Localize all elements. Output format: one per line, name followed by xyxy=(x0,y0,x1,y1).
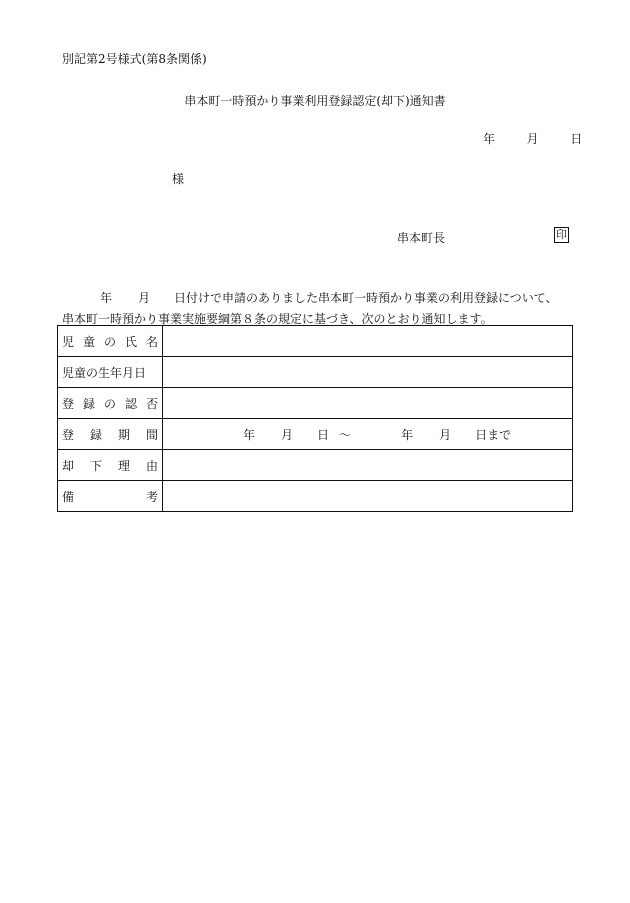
period-month-1: 月 xyxy=(281,427,294,442)
body-line-1-rest: 日付けで申請のありました串本町一時預かり事業の利用登録について、 xyxy=(174,291,558,305)
period-tilde: ～ xyxy=(339,427,352,442)
seal-mark: 印 xyxy=(556,228,567,241)
row-label-child-name: 児 童 の 氏 名 xyxy=(58,326,163,357)
table-row xyxy=(58,326,573,357)
child-name-value xyxy=(163,326,573,357)
row-label-child-birthdate: 児童の生年月日 xyxy=(58,357,163,388)
period-value xyxy=(163,419,573,450)
row-label-approval: 登 録 の 認 否 xyxy=(58,388,163,419)
period-day-1: 日 xyxy=(317,427,330,442)
approval-value xyxy=(163,388,573,419)
period-year-2: 年 xyxy=(401,427,414,442)
form-number-label: 別記第2号様式(第8条関係) xyxy=(62,52,207,66)
date-year: 年 xyxy=(483,132,496,146)
table-row xyxy=(58,481,573,512)
issue-date xyxy=(483,130,582,147)
recipient-suffix: 様 xyxy=(172,172,185,186)
date-month: 月 xyxy=(526,132,539,146)
period-year-1: 年 xyxy=(243,427,256,442)
row-label-rejection-reason: 却 下 理 由 xyxy=(58,450,163,481)
remarks-value xyxy=(163,481,573,512)
child-birthdate-value xyxy=(163,357,573,388)
notice-table xyxy=(57,325,573,512)
body-line-2: 串本町一時預かり事業実施要綱第８条の規定に基づき、次のとおり通知します。 xyxy=(62,312,493,326)
date-day: 日 xyxy=(570,132,583,146)
table-row xyxy=(58,419,573,450)
body-month: 月 xyxy=(138,291,151,305)
table-row xyxy=(58,388,573,419)
period-month-2: 月 xyxy=(439,427,452,442)
row-label-period: 登 録 期 間 xyxy=(58,419,163,450)
body-year: 年 xyxy=(100,291,113,305)
body-line-1 xyxy=(62,288,558,309)
issuer-name: 串本町長 xyxy=(397,231,446,245)
document-title: 串本町一時預かり事業利用登録認定(却下)通知書 xyxy=(184,94,446,108)
table-row xyxy=(58,357,573,388)
row-label-remarks: 備 考 xyxy=(58,481,163,512)
period-day-2: 日まで xyxy=(475,427,512,442)
notice-body xyxy=(62,288,558,330)
table-row xyxy=(58,450,573,481)
rejection-reason-value xyxy=(163,450,573,481)
